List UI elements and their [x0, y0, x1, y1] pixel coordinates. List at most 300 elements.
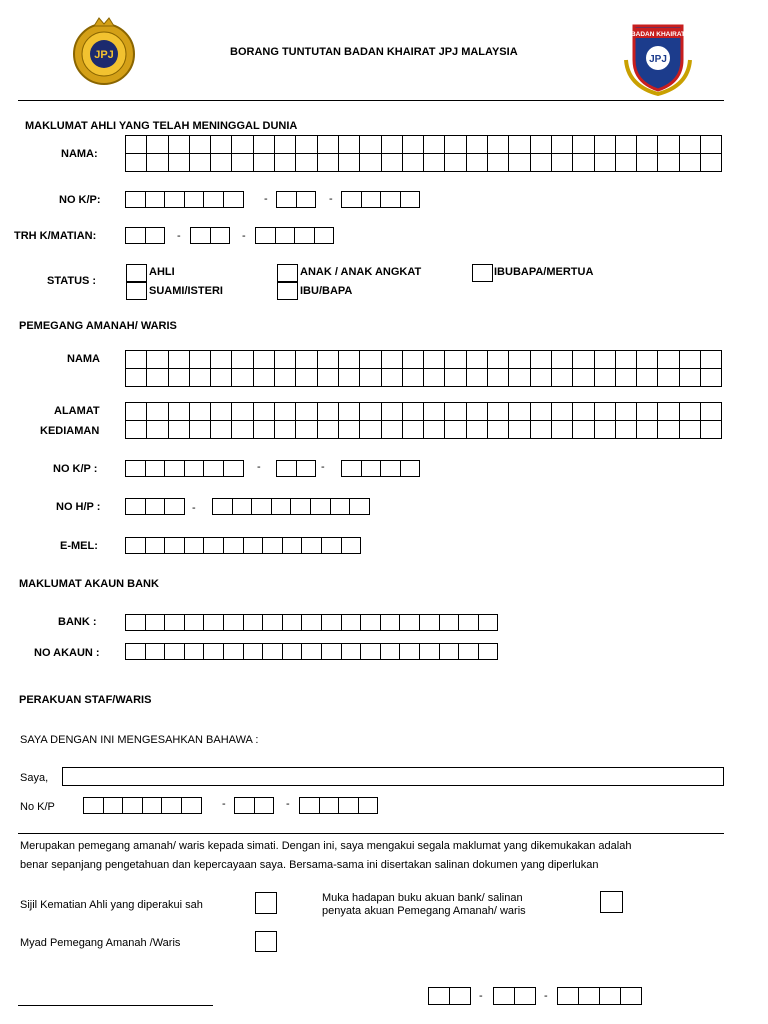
- input-cell[interactable]: [615, 420, 637, 439]
- input-cell[interactable]: [449, 987, 471, 1005]
- trustee-address-grid[interactable]: [125, 402, 721, 438]
- trustee-ic-part2[interactable]: [276, 460, 316, 477]
- input-cell[interactable]: [184, 460, 205, 477]
- input-cell[interactable]: [146, 135, 168, 154]
- input-cell[interactable]: [145, 191, 166, 208]
- input-cell[interactable]: [223, 460, 244, 477]
- input-cell[interactable]: [125, 368, 147, 387]
- input-cell[interactable]: [530, 402, 552, 421]
- input-cell[interactable]: [125, 460, 146, 477]
- input-cell[interactable]: [399, 643, 420, 660]
- input-cell[interactable]: [361, 191, 382, 208]
- input-cell[interactable]: [359, 420, 381, 439]
- input-cell[interactable]: [620, 987, 642, 1005]
- input-cell[interactable]: [444, 350, 466, 369]
- input-cell[interactable]: [125, 191, 146, 208]
- input-cell[interactable]: [493, 987, 515, 1005]
- input-cell[interactable]: [615, 368, 637, 387]
- doc-bank-book-checkbox[interactable]: [600, 891, 623, 913]
- input-cell[interactable]: [317, 350, 339, 369]
- doc-mykad-checkbox[interactable]: [255, 931, 277, 952]
- input-cell[interactable]: [338, 135, 360, 154]
- input-cell[interactable]: [317, 153, 339, 172]
- input-cell[interactable]: [530, 135, 552, 154]
- input-cell[interactable]: [530, 153, 552, 172]
- input-cell[interactable]: [212, 498, 233, 515]
- input-cell[interactable]: [301, 614, 322, 631]
- input-cell[interactable]: [231, 135, 253, 154]
- input-cell[interactable]: [380, 643, 401, 660]
- input-cell[interactable]: [314, 227, 335, 244]
- input-cell[interactable]: [203, 537, 224, 554]
- input-cell[interactable]: [189, 135, 211, 154]
- input-cell[interactable]: [253, 368, 275, 387]
- input-cell[interactable]: [251, 498, 272, 515]
- input-cell[interactable]: [125, 402, 147, 421]
- input-cell[interactable]: [508, 135, 530, 154]
- input-cell[interactable]: [487, 420, 509, 439]
- input-cell[interactable]: [294, 227, 315, 244]
- input-cell[interactable]: [466, 368, 488, 387]
- input-cell[interactable]: [439, 643, 460, 660]
- input-cell[interactable]: [223, 191, 244, 208]
- input-cell[interactable]: [402, 368, 424, 387]
- input-cell[interactable]: [243, 537, 264, 554]
- input-cell[interactable]: [466, 153, 488, 172]
- input-cell[interactable]: [168, 402, 190, 421]
- input-cell[interactable]: [657, 402, 679, 421]
- input-cell[interactable]: [338, 350, 360, 369]
- input-cell[interactable]: [321, 537, 342, 554]
- input-cell[interactable]: [253, 135, 275, 154]
- input-cell[interactable]: [400, 460, 421, 477]
- input-cell[interactable]: [338, 153, 360, 172]
- input-cell[interactable]: [341, 537, 362, 554]
- input-cell[interactable]: [466, 350, 488, 369]
- input-cell[interactable]: [341, 614, 362, 631]
- input-cell[interactable]: [530, 368, 552, 387]
- signing-date-day[interactable]: [428, 987, 471, 1005]
- input-cell[interactable]: [572, 350, 594, 369]
- input-cell[interactable]: [164, 498, 185, 515]
- input-cell[interactable]: [296, 460, 317, 477]
- input-cell[interactable]: [381, 135, 403, 154]
- input-cell[interactable]: [458, 614, 479, 631]
- input-cell[interactable]: [161, 797, 182, 814]
- input-cell[interactable]: [295, 402, 317, 421]
- input-cell[interactable]: [341, 643, 362, 660]
- input-cell[interactable]: [184, 191, 205, 208]
- input-cell[interactable]: [338, 420, 360, 439]
- input-cell[interactable]: [296, 191, 317, 208]
- input-cell[interactable]: [358, 797, 379, 814]
- death-date-month[interactable]: [190, 227, 230, 244]
- input-cell[interactable]: [295, 350, 317, 369]
- input-cell[interactable]: [400, 191, 421, 208]
- input-cell[interactable]: [487, 135, 509, 154]
- input-cell[interactable]: [466, 135, 488, 154]
- input-cell[interactable]: [679, 402, 701, 421]
- input-cell[interactable]: [572, 153, 594, 172]
- input-cell[interactable]: [361, 460, 382, 477]
- input-cell[interactable]: [203, 643, 224, 660]
- input-cell[interactable]: [145, 498, 166, 515]
- input-cell[interactable]: [274, 153, 296, 172]
- input-cell[interactable]: [83, 797, 104, 814]
- input-cell[interactable]: [253, 153, 275, 172]
- input-cell[interactable]: [282, 643, 303, 660]
- input-cell[interactable]: [444, 402, 466, 421]
- input-cell[interactable]: [234, 797, 255, 814]
- input-cell[interactable]: [146, 420, 168, 439]
- input-cell[interactable]: [657, 153, 679, 172]
- input-cell[interactable]: [317, 420, 339, 439]
- input-cell[interactable]: [594, 368, 616, 387]
- input-cell[interactable]: [189, 153, 211, 172]
- input-cell[interactable]: [231, 402, 253, 421]
- trustee-ic-part1[interactable]: [125, 460, 244, 477]
- input-cell[interactable]: [428, 987, 450, 1005]
- input-cell[interactable]: [679, 420, 701, 439]
- input-cell[interactable]: [423, 135, 445, 154]
- input-cell[interactable]: [487, 402, 509, 421]
- input-cell[interactable]: [262, 643, 283, 660]
- bank-account-field[interactable]: [125, 643, 498, 660]
- input-cell[interactable]: [295, 153, 317, 172]
- input-cell[interactable]: [210, 350, 232, 369]
- input-cell[interactable]: [168, 368, 190, 387]
- input-cell[interactable]: [399, 614, 420, 631]
- input-cell[interactable]: [184, 537, 205, 554]
- input-cell[interactable]: [349, 498, 370, 515]
- input-cell[interactable]: [338, 368, 360, 387]
- declarant-ic-part1[interactable]: [83, 797, 202, 814]
- input-cell[interactable]: [419, 614, 440, 631]
- declarant-name-field[interactable]: [62, 767, 724, 786]
- input-cell[interactable]: [551, 420, 573, 439]
- input-cell[interactable]: [231, 368, 253, 387]
- input-cell[interactable]: [262, 614, 283, 631]
- input-cell[interactable]: [282, 614, 303, 631]
- input-cell[interactable]: [381, 350, 403, 369]
- input-cell[interactable]: [301, 537, 322, 554]
- input-cell[interactable]: [125, 643, 146, 660]
- input-cell[interactable]: [271, 498, 292, 515]
- input-cell[interactable]: [125, 537, 146, 554]
- input-cell[interactable]: [700, 420, 722, 439]
- input-cell[interactable]: [145, 537, 166, 554]
- input-cell[interactable]: [276, 191, 297, 208]
- input-cell[interactable]: [594, 135, 616, 154]
- status-checkbox-ibubapa-mertua[interactable]: [472, 264, 493, 282]
- trustee-email-field[interactable]: [125, 537, 361, 554]
- status-checkbox-anak[interactable]: [277, 264, 298, 282]
- input-cell[interactable]: [319, 797, 340, 814]
- input-cell[interactable]: [381, 420, 403, 439]
- input-cell[interactable]: [275, 227, 296, 244]
- trustee-phone-prefix[interactable]: [125, 498, 185, 515]
- input-cell[interactable]: [487, 350, 509, 369]
- input-cell[interactable]: [164, 191, 185, 208]
- input-cell[interactable]: [146, 368, 168, 387]
- input-cell[interactable]: [146, 402, 168, 421]
- input-cell[interactable]: [274, 402, 296, 421]
- deceased-ic-part2[interactable]: [276, 191, 316, 208]
- input-cell[interactable]: [700, 402, 722, 421]
- input-cell[interactable]: [164, 614, 185, 631]
- signing-date-month[interactable]: [493, 987, 536, 1005]
- input-cell[interactable]: [243, 643, 264, 660]
- input-cell[interactable]: [210, 227, 231, 244]
- input-cell[interactable]: [253, 350, 275, 369]
- input-cell[interactable]: [402, 420, 424, 439]
- input-cell[interactable]: [253, 402, 275, 421]
- input-cell[interactable]: [189, 420, 211, 439]
- input-cell[interactable]: [657, 368, 679, 387]
- input-cell[interactable]: [381, 153, 403, 172]
- input-cell[interactable]: [679, 368, 701, 387]
- input-cell[interactable]: [551, 402, 573, 421]
- input-cell[interactable]: [145, 643, 166, 660]
- input-cell[interactable]: [142, 797, 163, 814]
- input-cell[interactable]: [380, 191, 401, 208]
- input-cell[interactable]: [478, 614, 499, 631]
- input-cell[interactable]: [184, 643, 205, 660]
- input-cell[interactable]: [164, 460, 185, 477]
- input-cell[interactable]: [189, 402, 211, 421]
- input-cell[interactable]: [508, 350, 530, 369]
- bank-name-field[interactable]: [125, 614, 498, 631]
- input-cell[interactable]: [203, 614, 224, 631]
- status-checkbox-ahli[interactable]: [126, 264, 147, 282]
- trustee-ic-part3[interactable]: [341, 460, 420, 477]
- input-cell[interactable]: [599, 987, 621, 1005]
- input-cell[interactable]: [381, 368, 403, 387]
- input-cell[interactable]: [636, 135, 658, 154]
- input-cell[interactable]: [380, 460, 401, 477]
- input-cell[interactable]: [700, 135, 722, 154]
- trustee-phone-number[interactable]: [212, 498, 370, 515]
- trustee-name-grid[interactable]: [125, 350, 721, 386]
- input-cell[interactable]: [423, 153, 445, 172]
- input-cell[interactable]: [338, 402, 360, 421]
- input-cell[interactable]: [321, 614, 342, 631]
- input-cell[interactable]: [679, 135, 701, 154]
- input-cell[interactable]: [478, 643, 499, 660]
- input-cell[interactable]: [103, 797, 124, 814]
- input-cell[interactable]: [419, 643, 440, 660]
- declarant-ic-part2[interactable]: [234, 797, 274, 814]
- doc-death-certificate-checkbox[interactable]: [255, 892, 277, 914]
- input-cell[interactable]: [657, 420, 679, 439]
- input-cell[interactable]: [444, 153, 466, 172]
- input-cell[interactable]: [125, 350, 147, 369]
- input-cell[interactable]: [444, 420, 466, 439]
- input-cell[interactable]: [210, 420, 232, 439]
- input-cell[interactable]: [181, 797, 202, 814]
- input-cell[interactable]: [594, 153, 616, 172]
- input-cell[interactable]: [184, 614, 205, 631]
- input-cell[interactable]: [551, 350, 573, 369]
- input-cell[interactable]: [330, 498, 351, 515]
- input-cell[interactable]: [530, 350, 552, 369]
- input-cell[interactable]: [168, 153, 190, 172]
- input-cell[interactable]: [321, 643, 342, 660]
- input-cell[interactable]: [223, 643, 244, 660]
- input-cell[interactable]: [557, 987, 579, 1005]
- input-cell[interactable]: [168, 420, 190, 439]
- death-date-year[interactable]: [255, 227, 334, 244]
- input-cell[interactable]: [282, 537, 303, 554]
- input-cell[interactable]: [551, 135, 573, 154]
- input-cell[interactable]: [402, 153, 424, 172]
- input-cell[interactable]: [299, 797, 320, 814]
- input-cell[interactable]: [210, 135, 232, 154]
- input-cell[interactable]: [636, 420, 658, 439]
- input-cell[interactable]: [189, 350, 211, 369]
- input-cell[interactable]: [551, 368, 573, 387]
- input-cell[interactable]: [487, 153, 509, 172]
- input-cell[interactable]: [341, 191, 362, 208]
- input-cell[interactable]: [360, 614, 381, 631]
- input-cell[interactable]: [164, 537, 185, 554]
- death-date-day[interactable]: [125, 227, 165, 244]
- input-cell[interactable]: [359, 135, 381, 154]
- input-cell[interactable]: [262, 537, 283, 554]
- input-cell[interactable]: [551, 153, 573, 172]
- input-cell[interactable]: [700, 368, 722, 387]
- status-checkbox-ibu-bapa[interactable]: [277, 282, 298, 300]
- input-cell[interactable]: [341, 460, 362, 477]
- input-cell[interactable]: [223, 537, 244, 554]
- input-cell[interactable]: [615, 153, 637, 172]
- input-cell[interactable]: [210, 368, 232, 387]
- input-cell[interactable]: [231, 350, 253, 369]
- input-cell[interactable]: [125, 498, 146, 515]
- input-cell[interactable]: [594, 420, 616, 439]
- input-cell[interactable]: [636, 402, 658, 421]
- status-checkbox-suami-isteri[interactable]: [126, 282, 147, 300]
- input-cell[interactable]: [295, 420, 317, 439]
- input-cell[interactable]: [146, 153, 168, 172]
- input-cell[interactable]: [168, 350, 190, 369]
- input-cell[interactable]: [615, 350, 637, 369]
- input-cell[interactable]: [359, 402, 381, 421]
- input-cell[interactable]: [274, 350, 296, 369]
- input-cell[interactable]: [164, 643, 185, 660]
- input-cell[interactable]: [594, 402, 616, 421]
- input-cell[interactable]: [276, 460, 297, 477]
- input-cell[interactable]: [423, 368, 445, 387]
- input-cell[interactable]: [125, 227, 146, 244]
- input-cell[interactable]: [423, 402, 445, 421]
- input-cell[interactable]: [508, 402, 530, 421]
- input-cell[interactable]: [636, 368, 658, 387]
- input-cell[interactable]: [310, 498, 331, 515]
- input-cell[interactable]: [255, 227, 276, 244]
- input-cell[interactable]: [636, 153, 658, 172]
- input-cell[interactable]: [657, 350, 679, 369]
- input-cell[interactable]: [301, 643, 322, 660]
- input-cell[interactable]: [210, 153, 232, 172]
- input-cell[interactable]: [232, 498, 253, 515]
- input-cell[interactable]: [203, 460, 224, 477]
- input-cell[interactable]: [514, 987, 536, 1005]
- input-cell[interactable]: [380, 614, 401, 631]
- input-cell[interactable]: [338, 797, 359, 814]
- input-cell[interactable]: [594, 350, 616, 369]
- input-cell[interactable]: [223, 614, 244, 631]
- input-cell[interactable]: [145, 614, 166, 631]
- input-cell[interactable]: [317, 135, 339, 154]
- deceased-ic-part3[interactable]: [341, 191, 420, 208]
- input-cell[interactable]: [444, 368, 466, 387]
- input-cell[interactable]: [439, 614, 460, 631]
- input-cell[interactable]: [189, 368, 211, 387]
- input-cell[interactable]: [243, 614, 264, 631]
- input-cell[interactable]: [402, 402, 424, 421]
- input-cell[interactable]: [466, 420, 488, 439]
- input-cell[interactable]: [700, 350, 722, 369]
- input-cell[interactable]: [122, 797, 143, 814]
- input-cell[interactable]: [145, 460, 166, 477]
- input-cell[interactable]: [125, 614, 146, 631]
- input-cell[interactable]: [508, 420, 530, 439]
- deceased-name-grid[interactable]: [125, 135, 721, 171]
- input-cell[interactable]: [274, 368, 296, 387]
- declarant-ic-part3[interactable]: [299, 797, 378, 814]
- input-cell[interactable]: [125, 420, 147, 439]
- input-cell[interactable]: [381, 402, 403, 421]
- input-cell[interactable]: [530, 420, 552, 439]
- input-cell[interactable]: [359, 368, 381, 387]
- input-cell[interactable]: [423, 420, 445, 439]
- input-cell[interactable]: [572, 135, 594, 154]
- input-cell[interactable]: [700, 153, 722, 172]
- input-cell[interactable]: [125, 153, 147, 172]
- input-cell[interactable]: [572, 402, 594, 421]
- input-cell[interactable]: [402, 350, 424, 369]
- input-cell[interactable]: [359, 153, 381, 172]
- input-cell[interactable]: [360, 643, 381, 660]
- input-cell[interactable]: [679, 153, 701, 172]
- input-cell[interactable]: [466, 402, 488, 421]
- input-cell[interactable]: [168, 135, 190, 154]
- input-cell[interactable]: [295, 135, 317, 154]
- input-cell[interactable]: [145, 227, 166, 244]
- input-cell[interactable]: [317, 368, 339, 387]
- input-cell[interactable]: [636, 350, 658, 369]
- input-cell[interactable]: [615, 402, 637, 421]
- input-cell[interactable]: [125, 135, 147, 154]
- input-cell[interactable]: [508, 153, 530, 172]
- input-cell[interactable]: [578, 987, 600, 1005]
- input-cell[interactable]: [444, 135, 466, 154]
- input-cell[interactable]: [423, 350, 445, 369]
- input-cell[interactable]: [402, 135, 424, 154]
- deceased-ic-part1[interactable]: [125, 191, 244, 208]
- input-cell[interactable]: [203, 191, 224, 208]
- input-cell[interactable]: [295, 368, 317, 387]
- input-cell[interactable]: [359, 350, 381, 369]
- signing-date-year[interactable]: [557, 987, 642, 1005]
- input-cell[interactable]: [190, 227, 211, 244]
- input-cell[interactable]: [679, 350, 701, 369]
- input-cell[interactable]: [657, 135, 679, 154]
- input-cell[interactable]: [231, 420, 253, 439]
- input-cell[interactable]: [572, 420, 594, 439]
- input-cell[interactable]: [146, 350, 168, 369]
